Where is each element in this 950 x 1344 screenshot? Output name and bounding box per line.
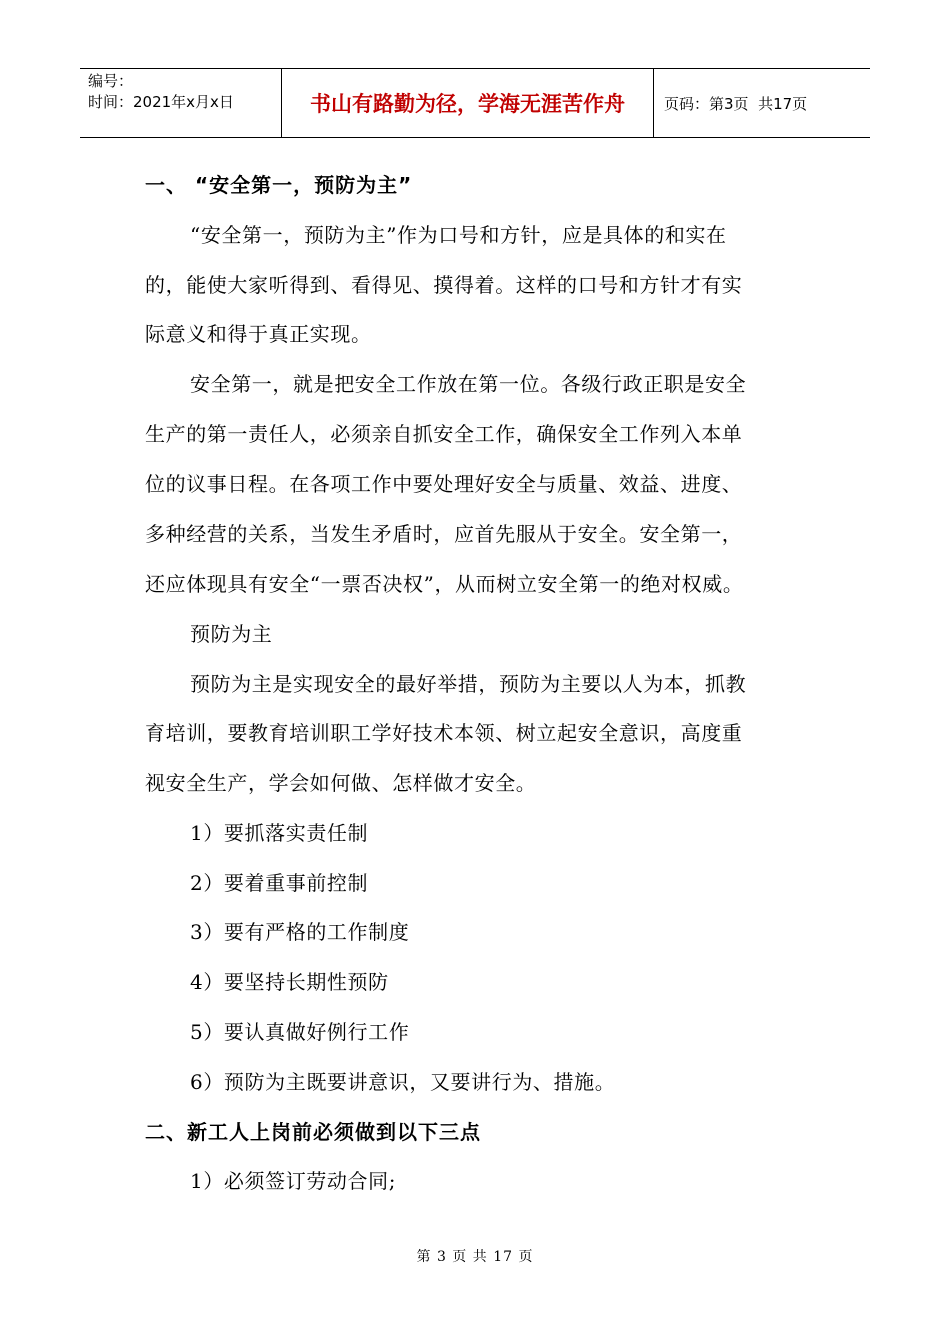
paragraph-line: 际意义和得于真正实现。 <box>145 322 372 346</box>
header-meta <box>80 69 282 137</box>
list-item: 4）要坚持长期性预防 <box>190 970 389 994</box>
paragraph-line: 视安全生产，学会如何做、怎样做才安全。 <box>145 771 537 795</box>
heading-2: 二、新工人上岗前必须做到以下三点 <box>145 1120 481 1144</box>
header-motto <box>282 69 654 137</box>
subheading: 预防为主 <box>190 622 273 646</box>
footer-page-number: 第 3 页 共 17 页 <box>416 1249 534 1265</box>
list-item: 1）要抓落实责任制 <box>190 821 369 845</box>
time-label: 时间：2021年x月x日 <box>88 93 234 111</box>
paragraph-line: “安全第一，预防为主”作为口号和方针，应是具体的和实在 <box>190 223 727 247</box>
paragraph-line: 还应体现具有安全“一票否决权”，从而树立安全第一的绝对权威。 <box>145 572 744 596</box>
motto-text: 书山有路勤为径，学海无涯苦作舟 <box>310 92 625 116</box>
paragraph-line: 生产的第一责任人，必须亲自抓安全工作，确保安全工作列入本单 <box>145 422 743 446</box>
paragraph-line: 育培训，要教育培训职工学好技术本领、树立起安全意识，高度重 <box>145 721 743 745</box>
page-info-text: 页码：第3页 共17页 <box>664 94 808 113</box>
paragraph-line: 预防为主是实现安全的最好举措，预防为主要以人为本，抓教 <box>190 672 747 696</box>
header-page-info <box>654 69 870 137</box>
list-item: 3）要有严格的工作制度 <box>190 920 410 944</box>
list-item: 1）必须签订劳动合同; <box>190 1169 397 1193</box>
page-footer <box>0 1246 950 1266</box>
document-header <box>80 68 870 138</box>
list-item: 2）要着重事前控制 <box>190 871 369 895</box>
paragraph-line: 安全第一，就是把安全工作放在第一位。各级行政正职是安全 <box>190 372 747 396</box>
list-item: 5）要认真做好例行工作 <box>190 1020 410 1044</box>
number-label: 编号： <box>88 72 134 90</box>
list-item: 6）预防为主既要讲意识，又要讲行为、措施。 <box>190 1070 616 1094</box>
heading-1: 一、 “安全第一，预防为主” <box>145 173 413 197</box>
paragraph-line: 的，能使大家听得到、看得见、摸得着。这样的口号和方针才有实 <box>145 273 743 297</box>
paragraph-line: 位的议事日程。在各项工作中要处理好安全与质量、效益、进度、 <box>145 472 743 496</box>
paragraph-line: 多种经营的关系，当发生矛盾时，应首先服从于安全。安全第一， <box>145 522 743 546</box>
